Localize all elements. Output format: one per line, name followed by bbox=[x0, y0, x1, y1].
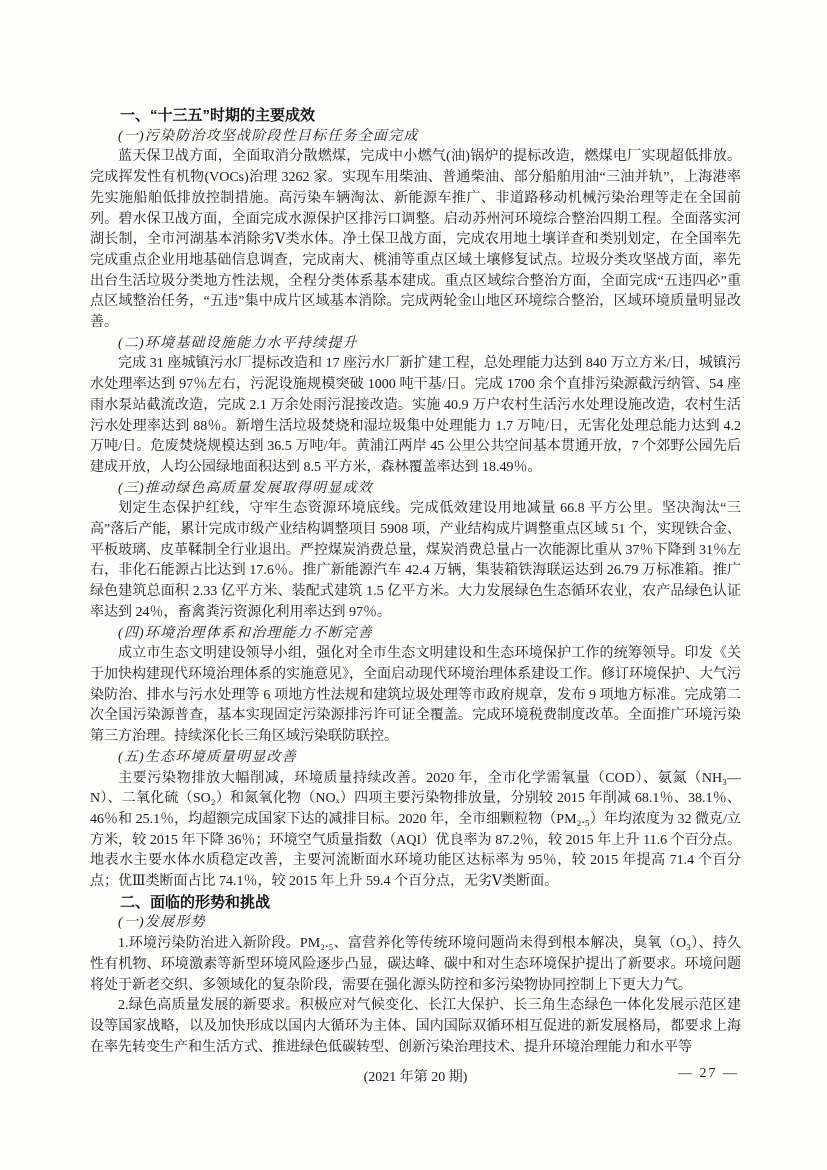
paragraph-infrastructure-capacity: 完成 31 座城镇污水厂提标改造和 17 座污水厂新扩建工程，总处理能力达到 840 万立方米/日，城镇污水处理率达到 97％左右，污泥设施规模突破 1000 吨干基/日。完成 1700 余个直排污染源截污纳管、54 座雨水泵站截流改造，完成 2.1 万余处雨污混接改造。实施 40.9 万户农村生活污水处理设施改造，农村生活污水处理率达到 88％。新增生活垃圾焚烧和湿垃圾集中处理能力 1.7 万吨/日，无害化处理总能力达到 4.2 万吨/日。危废焚烧规模达到 36.5 万吨/年。黄浦江两岸 45 公里公共空间基本贯通开放，7 个郊野公园先后建成开放，人均公园绿地面积达到 8.5 平方米，森林覆盖率达到 18.49％。 bbox=[90, 356, 741, 475]
paragraph-environment-quality: 主要污染物排放大幅削减，环境质量持续改善。2020 年，全市化学需氧量（COD）、氨氮（NH₃—N）、二氧化硫（SO₂）和氮氧化物（NOₓ）四项主要污染物排放量，分别较 2015 年削减 68.1％、38.1％、46％和 25.1％，均超额完成国家下达的减排目标。2020 年，全市细颗粒物（PM₂.₅）年均浓度为 32 微克/立方米，较 2015 年下降 36％；环境空气质量指数（AQI）优良率为 87.2％，较 2015 年上升 11.6 个百分点。地表水主要水体水质稳定改善，主要河流断面水环境功能区达标率为 95％，较 2015 年提高 71.4 个百分点；优Ⅲ类断面占比 74.1％，较 2015 年上升 59.4 个百分点，无劣Ⅴ类断面。 bbox=[90, 770, 741, 890]
paragraph-pollution-control-battle: 蓝天保卫战方面，全面取消分散燃煤，完成中小燃气(油)锅炉的提标改造，燃煤电厂实现超低排放。完成挥发性有机物(VOCs)治理 3262 家。实现车用柴油、普通柴油、部分船舶用油“三油并轨”，上海港率先实施船舶低排放控制措施。高污染车辆淘汰、新能源车推广、非道路移动机械污染治理等走在全国前列。碧水保卫战方面，全面完成水源保护区排污口调整。启动苏州河环境综合整治四期工程。全面落实河湖长制，全市河湖基本消除劣Ⅴ类水体。净土保卫战方面，完成农用地土壤详查和类别划定，在全国率先完成重点企业用地基础信息调查，完成南大、桃浦等重点区域土壤修复试点。垃圾分类攻坚战方面，率先出台生活垃圾分类地方性法规，全程分类体系基本建成。重点区域综合整治方面，全面完成“五违四必”重点区域整治任务，“五违”集中成片区域基本消除。完成两轮金山地区环境综合整治，区域环境质量明显改善。 bbox=[90, 149, 741, 331]
subsection-heading-green-development: (三)推动绿色高质量发展取得明显成效 bbox=[118, 480, 373, 496]
subsection-heading-environment-quality: (五)生态环境质量明显改善 bbox=[118, 749, 297, 765]
page-number: — 27 — bbox=[678, 1066, 739, 1081]
section-heading-situation-and-challenges: 二、面临的形势和挑战 bbox=[120, 893, 271, 911]
subsection-heading-infrastructure-capacity: (二)环境基础设施能力水平持续提升 bbox=[118, 335, 358, 351]
section-heading-13th-five-year-achievements: 一、“十三五”时期的主要成效 bbox=[120, 107, 316, 124]
page-footer bbox=[90, 1066, 741, 1087]
document-body bbox=[90, 106, 741, 1058]
issue-label: (2021 年第 20 期) bbox=[363, 1070, 468, 1085]
subsection-heading-governance-system: (四)环境治理体系和治理能力不断完善 bbox=[118, 625, 373, 641]
paragraph-new-pollution-stage: 1.环境污染防治进入新阶段。PM₂.₅、富营养化等传统环境问题尚未得到根本解决，臭氧（O₃）、持久性有机物、环境激素等新型环境风险逐步凸显，碳达峰、碳中和对生态环境保护提出了新要求。环境问题将处于新老交织、多领域化的复杂阶段，需要在强化源头防控和多污染物协同控制上下更大力气。 bbox=[90, 936, 741, 993]
paragraph-green-quality-requirements: 2.绿色高质量发展的新要求。积极应对气候变化、长江大保护、长三角生态绿色一体化发展示范区建设等国家战略，以及加快形成以国内大循环为主体、国内国际双循环相互促进的新发展格局，都要求上海在率先转变生产和生活方式、推进绿色低碳转型、创新污染治理技术、提升环境治理能力和水平等 bbox=[90, 998, 741, 1055]
subsection-heading-development-situation: (一)发展形势 bbox=[118, 915, 206, 931]
paragraph-green-development: 划定生态保护红线，守牢生态资源环境底线。完成低效建设用地减量 66.8 平方公里。坚决淘汰“三高”落后产能，累计完成市级产业结构调整项目 5908 项，产业结构成片调整重点区域 51 个，实现铁合金、平板玻璃、皮革鞣制全行业退出。严控煤炭消费总量，煤炭消费总量占一次能源比重从 37％下降到 31％左右，非化石能源占比达到 17.6％。推广新能源汽车 42.4 万辆，集装箱铁海联运达到 26.79 万标准箱。推广绿色建筑总面积 2.33 亿平方米、装配式建筑 1.5 亿平方米。大力发展绿色生态循环农业，农产品绿色认证率达到 24％，畜禽粪污资源化利用率达到 97％。 bbox=[90, 501, 741, 620]
subsection-heading-pollution-control-battle: (一)污染防治攻坚战阶段性目标任务全面完成 bbox=[118, 128, 419, 144]
paragraph-governance-system: 成立市生态文明建设领导小组，强化对全市生态文明建设和生态环境保护工作的统筹领导。印发《关于加快构建现代环境治理体系的实施意见》，全面启动现代环境治理体系建设工作。修订环境保护、大气污染防治、排水与污水处理等 6 项地方性法规和建筑垃圾处理等市政府规章，发布 9 项地方标准。完成第二次全国污染源普查，基本实现固定污染源排污许可证全覆盖。完成环境税费制度改革。全面推广环境污染第三方治理。持续深化长三角区域污染联防联控。 bbox=[90, 646, 741, 745]
